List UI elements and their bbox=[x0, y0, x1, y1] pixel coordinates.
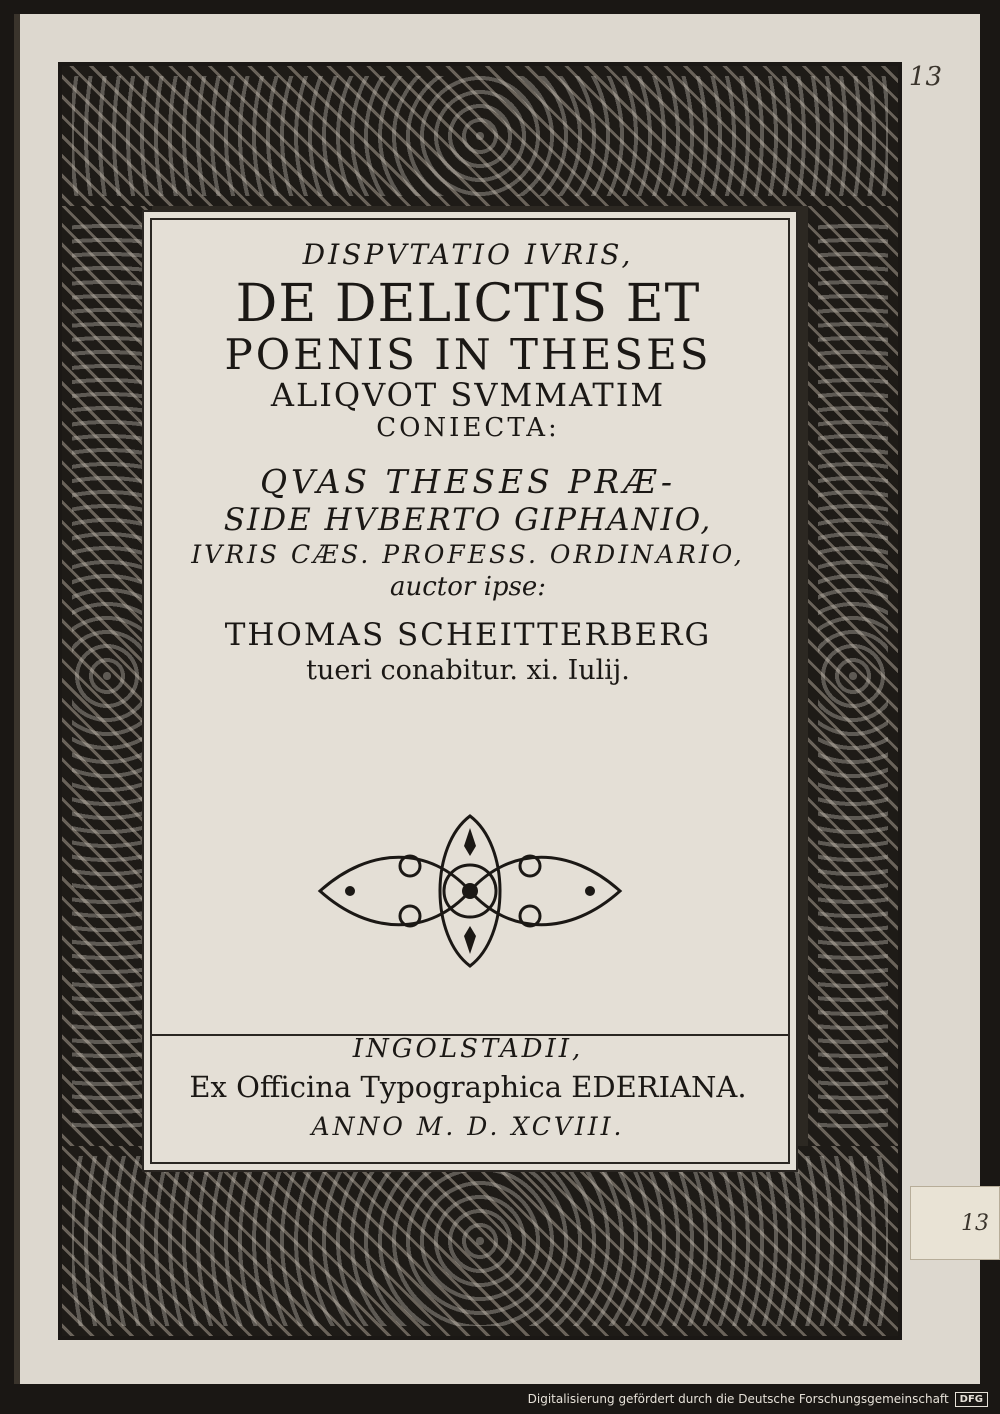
handwritten-page-number: 13 bbox=[908, 62, 942, 92]
dfg-logo: DFG bbox=[955, 1392, 988, 1407]
title-line-2: DE DELICTIS ET bbox=[235, 274, 701, 334]
title-block bbox=[160, 232, 776, 688]
imprint-year: ANNO M. D. XCVIII. bbox=[311, 1112, 625, 1141]
border-left-ornament bbox=[62, 206, 152, 1146]
title-line-3: POENIS IN THESES bbox=[224, 329, 712, 379]
imprint-block bbox=[160, 1034, 776, 1141]
border-right-ornament bbox=[808, 206, 898, 1146]
printers-ornament-vignette bbox=[310, 806, 630, 976]
footer-credit-text: Digitalisierung gefördert durch die Deutsche Forschungsgemeinschaft bbox=[527, 1392, 949, 1406]
border-top-ornament bbox=[62, 66, 898, 206]
title-line-9: auctor ipse: bbox=[389, 572, 547, 603]
title-line-1: DISPVTATIO IVRIS, bbox=[302, 238, 634, 271]
imprint-place: INGOLSTADII, bbox=[352, 1034, 584, 1064]
title-line-8: IVRIS CÆS. PROFESS. ORDINARIO, bbox=[191, 539, 745, 569]
author-name: THOMAS SCHEITTERBERG bbox=[224, 617, 712, 654]
shelf-label bbox=[910, 1186, 1000, 1260]
shelf-label-text: 13 bbox=[961, 1210, 989, 1236]
title-line-6: QVAS THESES PRÆ- bbox=[259, 462, 677, 502]
defense-date: tueri conabitur. xi. Iulij. bbox=[306, 655, 630, 687]
border-bottom-ornament bbox=[62, 1146, 898, 1336]
title-line-7: SIDE HVBERTO GIPHANIO, bbox=[223, 501, 713, 538]
digitization-footer bbox=[0, 1384, 1000, 1414]
imprint-publisher: Ex Officina Typographica EDERIANA. bbox=[189, 1070, 747, 1104]
title-line-5: CONIECTA: bbox=[376, 412, 560, 443]
title-line-4: ALIQVOT SVMMATIM bbox=[270, 375, 666, 414]
